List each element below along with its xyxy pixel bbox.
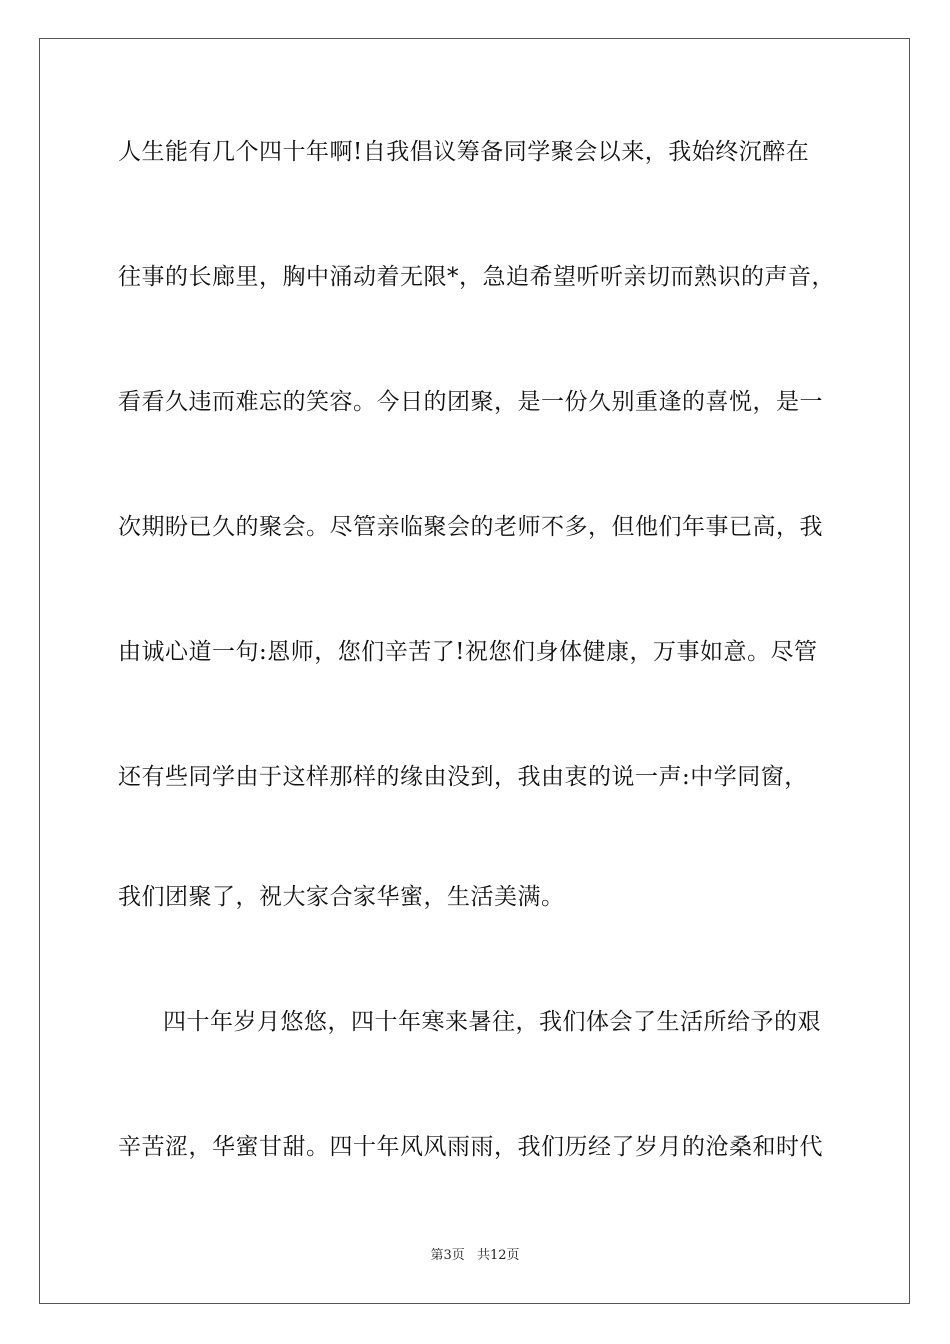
text-line-9: 辛苦涩，华蜜甘甜。四十年风风雨雨，我们历经了岁月的沧桑和时代 (118, 1134, 823, 1160)
text-line-4: 次期盼已久的聚会。尽管亲临聚会的老师不多，但他们年事已高，我 (118, 514, 823, 540)
page-total: 共12页 (476, 1248, 520, 1263)
text-line-6: 还有些同学由于这样那样的缘由没到，我由衷的说一声:中学同窗， (118, 764, 808, 790)
text-line-3: 看看久违而难忘的笑容。今日的团聚，是一份久别重逢的喜悦，是一 (118, 389, 823, 415)
text-line-8: 四十年岁月悠悠，四十年寒来暑往，我们体会了生活所给予的艰 (163, 1009, 821, 1035)
text-line-7: 我们团聚了，祝大家合家华蜜，生活美满。 (118, 884, 565, 910)
text-line-5: 由诚心道一句:恩师，您们辛苦了!祝您们身体健康，万事如意。尽管 (118, 639, 818, 665)
page-footer (0, 1247, 950, 1265)
text-line-1: 人生能有几个四十年啊!自我倡议筹备同学聚会以来，我始终沉醉在 (118, 139, 810, 165)
text-line-2: 往事的长廊里，胸中涌动着无限*，急迫希望听听亲切而熟识的声音， (118, 264, 835, 290)
page-frame (39, 38, 910, 1304)
page-number: 第3页 (430, 1248, 465, 1263)
